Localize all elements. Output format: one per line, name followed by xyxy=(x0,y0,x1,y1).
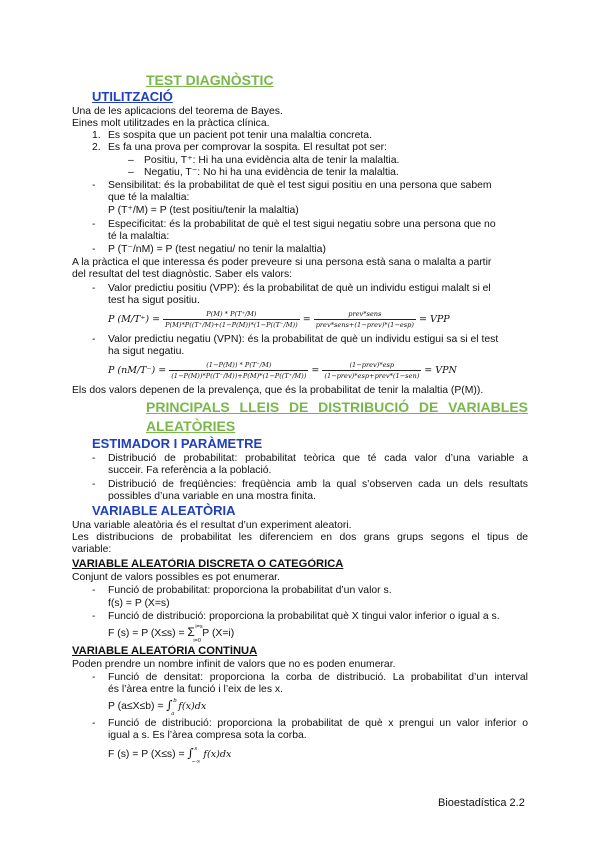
vpn-equals: = xyxy=(311,365,320,376)
funcio-probabilitat-formula: f(s) = P (X=s) xyxy=(108,598,170,609)
intro-line-1: Una de les aplicacions del teorema de Bayes. xyxy=(72,106,283,117)
continua-line-1: Poden prendre un nombre infinit de valors que no es poden enumerar. xyxy=(72,659,396,670)
funcio-densitat-line-2: és l’àrea entre la funció i l’eix de les x. xyxy=(108,684,283,695)
sigma-char: Σ xyxy=(187,625,195,639)
distribucio-frequencies-line-2: possibles d’una variable en una mostra finita. xyxy=(108,491,316,502)
integral-symbol xyxy=(187,746,203,765)
sensibilitat-formula: P (T⁺/M) = P (test positiu/tenir la malaltia) xyxy=(108,205,299,216)
vpp-lhs: P (M/T⁺) = xyxy=(108,314,161,325)
integral-upper: b xyxy=(173,698,177,704)
bullet: - xyxy=(92,672,96,683)
funcio-distribucio-continua-line-1: Funció de distribució: proporciona la probabilitat de què x prengui un valor inferior o xyxy=(108,718,528,729)
bullet: - xyxy=(92,334,96,345)
sub-item-negatiu: Negatiu, T⁻: No hi ha una evidència de tenir la malaltia. xyxy=(144,167,399,178)
sensibilitat-line-1: Sensibilitat: és la probabilitat de què el test sigui positiu en una persona que sabem xyxy=(108,180,492,191)
especificitat-formula: P (T⁻/nM) = P (test negatiu/ no tenir la malaltia) xyxy=(108,244,326,255)
integral-expression: f(x)dx xyxy=(203,749,232,760)
vpn-lhs: P (nM/T⁻) = xyxy=(108,365,167,376)
doc-title: TEST DIAGNÒSTIC xyxy=(146,72,274,88)
prevalenca-line: Els dos valors depenen de la prevalença, que és la probabilitat de tenir la malaltia (P(M)). xyxy=(72,385,484,396)
intro-line-2: Eines molt utilitzades en la pràctica clínica. xyxy=(72,118,270,129)
vpp-denominator-1: P(M)*P((T⁺/M)+(1−P(M))*(1−P((T⁻/M)) xyxy=(165,321,298,329)
section-heading-variable: VARIABLE ALEATÒRIA xyxy=(92,503,236,518)
variable-line-3: variable: xyxy=(72,544,112,555)
especificitat-line-1: Especificitat: és la probabilitat de què el test sigui negatiu sobre una persona que no xyxy=(108,219,496,230)
bullet: - xyxy=(92,283,96,294)
section-heading-estimador: ESTIMADOR I PARÀMETRE xyxy=(92,436,263,451)
page-footer: Bioestadística 2.2 xyxy=(438,797,525,809)
sub-item-positiu: Positiu, T⁺: Hi ha una evidència alta de tenir la malaltia. xyxy=(144,155,400,166)
variable-line-1: Una variable aleatòria és el resultat d’un experiment aleatori. xyxy=(72,520,352,531)
section-heading-utilitzacio: UTILITZACIÓ xyxy=(92,89,173,104)
vpn-numerator-1: (1−P(M)) * P(T⁻/M) xyxy=(169,361,308,371)
bullet: - xyxy=(92,453,96,464)
practica-line-1: A la pràctica el que interessa és poder preveure si una persona està sana o malalta a partir xyxy=(72,257,492,268)
bullet: - xyxy=(92,611,96,622)
sub-bullet: – xyxy=(128,155,134,166)
funcio-distribucio-continua-formula xyxy=(108,747,528,765)
sigma-upper: i=s xyxy=(195,624,203,630)
section-heading-discreta: VARIABLE ALEATÒRIA DISCRETA O CATEGÒRICA xyxy=(72,558,344,570)
vpn-numerator-2: (1−prev)*esp xyxy=(322,361,421,371)
section-title-principals-2: ALEATÒRIES xyxy=(146,418,236,434)
bullet: - xyxy=(92,244,96,255)
vpp-line-1: Valor predictiu positiu (VPP): és la probabilitat de què un individu estigui malalt si el xyxy=(108,283,491,294)
list-item-2: Es fa una prova per comprovar la sospita. El resultat pot ser: xyxy=(108,142,387,153)
vpp-formula xyxy=(108,310,450,329)
section-heading-continua: VARIABLE ALEATÒRIA CONTÍNUA xyxy=(72,645,258,657)
integral-lower: a xyxy=(171,711,175,717)
vpn-line-2: ha sigut negatiu. xyxy=(108,346,185,357)
integral-char: ∫ xyxy=(187,746,194,760)
funcio-probabilitat: Funció de probabilitat: proporciona la probabilitat d’un valor s. xyxy=(108,585,392,596)
vpp-rhs: = VPP xyxy=(419,314,450,325)
bullet: - xyxy=(92,718,96,729)
funcio-distribucio-continua-line-2: igual a s. És l’àrea compresa sota la corba. xyxy=(108,730,307,741)
sum-rhs: P (X=i) xyxy=(199,628,235,639)
funcio-distribucio-discreta: Funció de distribució: proporciona la probabilitat què X tingui valor inferior o igual a s. xyxy=(108,611,500,622)
bullet: - xyxy=(92,219,96,230)
list-item-1: Es sospita que un pacient pot tenir una malaltia concreta. xyxy=(108,130,372,141)
integral-symbol xyxy=(166,698,178,717)
vpp-line-2: test ha sigut positiu. xyxy=(108,295,200,306)
integral-lower: −∞ xyxy=(191,759,201,765)
vpp-equals: = xyxy=(302,314,311,325)
integral-char: ∫ xyxy=(166,698,173,712)
sensibilitat-line-2: que té la malaltia: xyxy=(108,192,190,203)
discreta-line-1: Conjunt de valors possibles es pot enumerar. xyxy=(72,572,280,583)
vpp-denominator-2: prev*sens+(1−prev)*(1−esp) xyxy=(315,321,414,329)
sigma-symbol xyxy=(187,624,203,644)
integral-upper: s xyxy=(194,746,198,752)
vpp-fraction-1 xyxy=(163,310,300,329)
practica-line-2: del resultat del test diagnòstic. Saber els valors: xyxy=(72,269,293,280)
distribucio-frequencies-line-1: Distribució de freqüències: freqüència amb la qual s’observen cada un dels resultats xyxy=(108,479,528,490)
bullet: - xyxy=(92,585,96,596)
vpp-fraction-2 xyxy=(314,310,416,329)
distribucio-probabilitat-line-1: Distribució de probabilitat: probabilitat teòrica que té cada valor d’una variable a xyxy=(108,453,528,464)
vpn-fraction-2 xyxy=(322,361,421,380)
vpp-numerator-2: prev*sens xyxy=(314,310,416,320)
integral-lhs: F (s) = P (X≤s) = xyxy=(108,749,188,760)
funcio-densitat-line-1: Funció de densitat: proporciona la corba de distribució. La probabilitat d’un interval xyxy=(108,672,528,683)
variable-line-2: Les distribucions de probabilitat les diferenciem en dos grans grups segons el tipus de xyxy=(72,532,528,543)
funcio-distribucio-discreta-formula xyxy=(108,626,528,644)
sub-bullet: – xyxy=(128,167,134,178)
sigma-lower: i=0 xyxy=(193,638,201,644)
list-number-2: 2. xyxy=(92,142,101,153)
funcio-densitat-formula xyxy=(108,699,528,717)
vpn-line-1: Valor predictiu negatiu (VPN): és la probabilitat de què un individu estigui sa si el test xyxy=(108,334,499,345)
vpn-denominator-2: (1−prev)*esp+prev*(1−sen) xyxy=(324,372,420,380)
vpn-formula xyxy=(108,361,457,380)
section-title-principals-1: PRINCIPALS LLEIS DE DISTRIBUCIÓ DE VARIABLES xyxy=(146,399,528,415)
especificitat-line-2: té la malaltia: xyxy=(108,231,170,242)
vpn-rhs: = VPN xyxy=(424,365,457,376)
bullet: - xyxy=(92,479,96,490)
vpp-numerator-1: P(M) * P(T⁺/M) xyxy=(163,310,300,320)
integral-lhs: P (a≤X≤b) = xyxy=(108,701,167,712)
distribucio-probabilitat-line-2: succeir. Fa referència a la població. xyxy=(108,465,272,476)
vpn-fraction-1 xyxy=(169,361,308,380)
integral-expression: f(x)dx xyxy=(178,701,207,712)
sum-lhs: F (s) = P (X≤s) = xyxy=(108,628,188,639)
vpn-denominator-1: (1−P(M))*P((T⁻/M))+P(M)*(1−P((T⁺/M)) xyxy=(171,372,307,380)
bullet: - xyxy=(92,180,96,191)
list-number-1: 1. xyxy=(92,130,101,141)
